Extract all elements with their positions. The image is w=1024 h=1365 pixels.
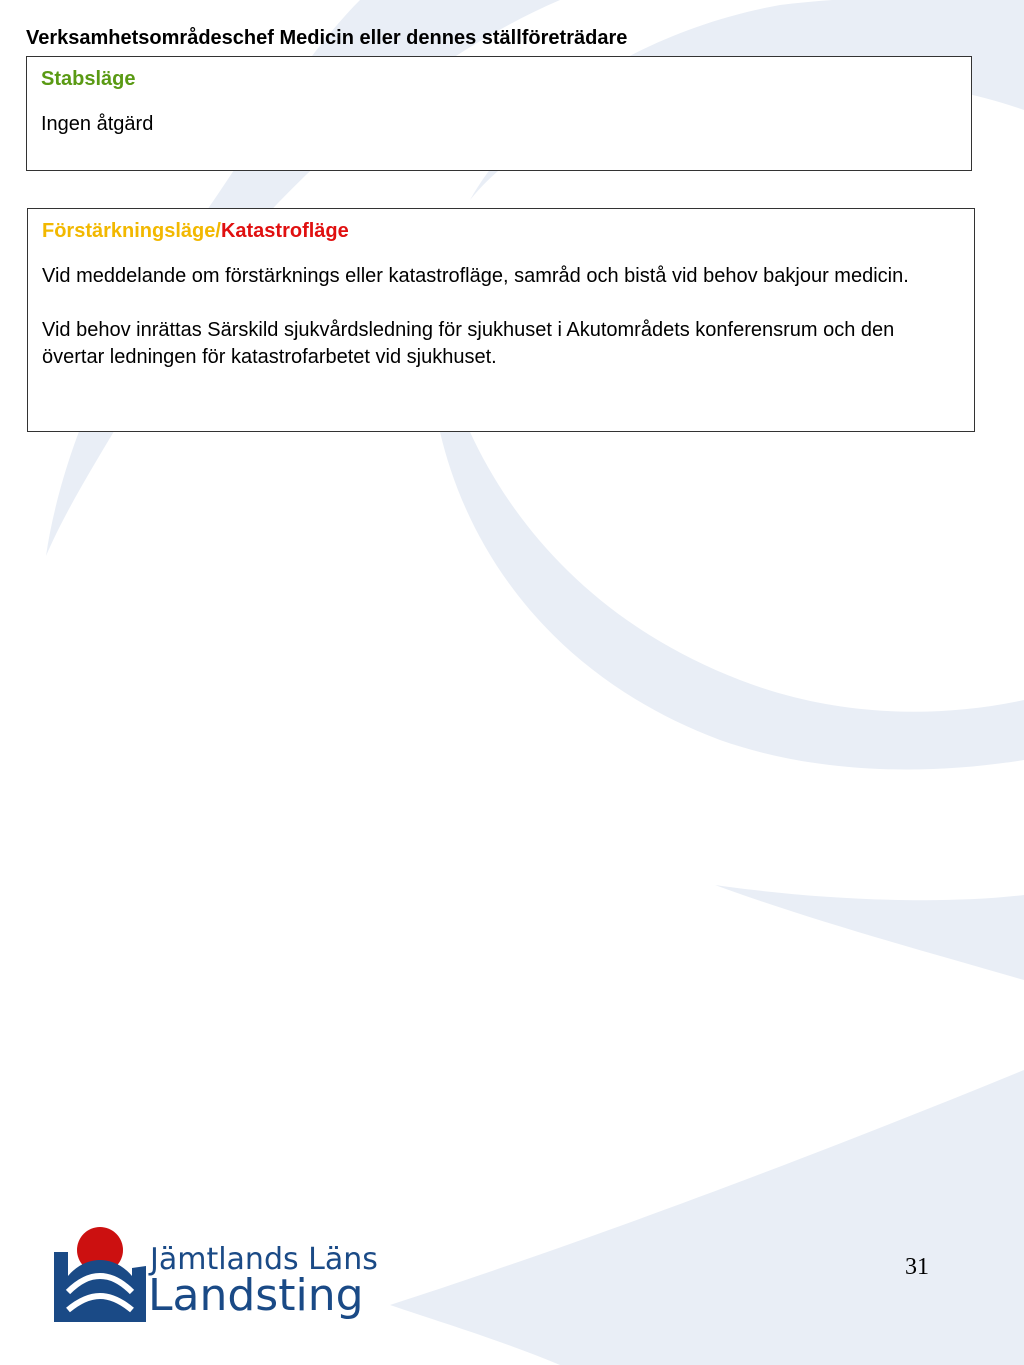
forstarkningslage-box [27,208,975,432]
forstarkningslage-paragraph-2: Vid behov inrättas Särskild sjukvårdsledning för sjukhuset i Akutområdets konferensrum och den övertar ledningen för katastrofarbetet vid sjukhuset. [42,319,895,368]
stabslage-title: Stabsläge [41,68,136,90]
forstarkningslage-paragraph-1: Vid meddelande om förstärknings eller katastrofläge, samråd och bistå vid behov bakjour medicin. [42,265,909,287]
page-number: 31 [905,1254,929,1280]
katastroflage-label: Katastrofläge [220,220,349,242]
forstarkningslage-title [42,219,960,243]
logo-text-line1: Jämtlands Läns [150,1242,378,1277]
forstarkningslage-label: Förstärkningsläge/ [42,220,221,242]
landsting-logo [50,1226,378,1326]
logo-text-line2: Landsting [148,1270,364,1321]
landsting-logo-icon [50,1226,150,1326]
stabslage-box [26,56,972,171]
page-heading: Verksamhetsområdeschef Medicin eller dennes ställföreträdare [26,27,628,49]
stabslage-body: Ingen åtgärd [41,113,154,135]
